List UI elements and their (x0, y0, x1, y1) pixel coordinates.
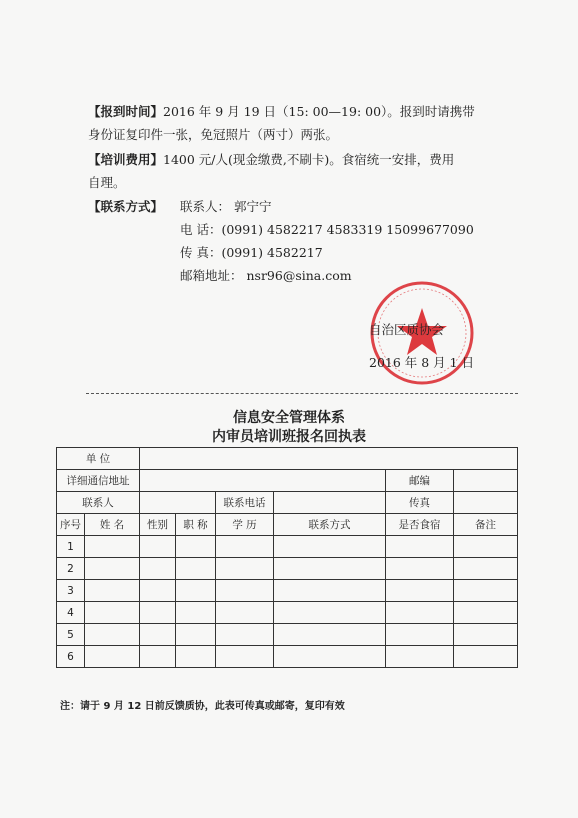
name-cell[interactable] (85, 624, 140, 646)
unit-label: 单 位 (57, 448, 140, 470)
col-header: 学 历 (216, 514, 274, 536)
row-number: 6 (57, 646, 85, 668)
col-header: 职 称 (176, 514, 216, 536)
fax-label: 传真 (386, 492, 454, 514)
form-title-2: 内审员培训班报名回执表 (212, 429, 366, 445)
title-cell[interactable] (176, 558, 216, 580)
gender-cell[interactable] (140, 646, 176, 668)
table-row (57, 646, 518, 668)
row-number: 3 (57, 580, 85, 602)
education-cell[interactable] (216, 602, 274, 624)
name-cell[interactable] (85, 602, 140, 624)
fee-label: 【培训费用】 (88, 152, 164, 167)
remark-cell[interactable] (454, 558, 518, 580)
contact-cell[interactable] (274, 580, 386, 602)
email-line: 邮箱地址： nsr96@sina.com (180, 268, 352, 283)
contact-person-label: 联系人 (57, 492, 140, 514)
lodging-cell[interactable] (386, 602, 454, 624)
title-cell[interactable] (176, 624, 216, 646)
row-number: 5 (57, 624, 85, 646)
lodging-cell[interactable] (386, 558, 454, 580)
table-row (57, 558, 518, 580)
contact-person: 联系人： 郭宁宁 (180, 199, 272, 214)
table-row (57, 624, 518, 646)
contact-label: 【联系方式】 (88, 199, 164, 214)
col-header: 性别 (140, 514, 176, 536)
contact-cell[interactable] (274, 536, 386, 558)
form-note: 注：请于 9 月 12 日前反馈质协，此表可传真或邮寄，复印有效 (60, 701, 345, 712)
name-cell[interactable] (85, 536, 140, 558)
contact-phone-field[interactable] (274, 492, 386, 514)
postcode-label: 邮编 (386, 470, 454, 492)
contact-line (88, 199, 163, 215)
remark-cell[interactable] (454, 646, 518, 668)
address-field[interactable] (140, 470, 386, 492)
issue-date: 2016 年 8 月 1 日 (369, 355, 475, 370)
lodging-cell[interactable] (386, 580, 454, 602)
contact-cell[interactable] (274, 558, 386, 580)
issuer-org: 自治区质协会 (369, 322, 445, 337)
report-time-label: 【报到时间】 (88, 104, 164, 119)
title-cell[interactable] (176, 536, 216, 558)
remark-cell[interactable] (454, 536, 518, 558)
lodging-cell[interactable] (386, 646, 454, 668)
col-header: 姓 名 (85, 514, 140, 536)
report-time-line2: 身份证复印件一张，免冠照片（两寸）两张。 (88, 127, 339, 142)
unit-field[interactable] (140, 448, 518, 470)
row-number: 2 (57, 558, 85, 580)
fax-field[interactable] (454, 492, 518, 514)
address-label: 详细通信地址 (57, 470, 140, 492)
row-number: 1 (57, 536, 85, 558)
name-cell[interactable] (85, 558, 140, 580)
report-time-text: 2016 年 9 月 19 日（15: 00—19: 00）。报到时请携带 (163, 104, 475, 119)
name-cell[interactable] (85, 580, 140, 602)
education-cell[interactable] (216, 558, 274, 580)
gender-cell[interactable] (140, 536, 176, 558)
contact-person-field[interactable] (140, 492, 216, 514)
lodging-cell[interactable] (386, 536, 454, 558)
education-cell[interactable] (216, 536, 274, 558)
contact-cell[interactable] (274, 646, 386, 668)
col-header: 是否食宿 (386, 514, 454, 536)
lodging-cell[interactable] (386, 624, 454, 646)
fee-line1 (88, 152, 454, 168)
gender-cell[interactable] (140, 624, 176, 646)
col-header: 备注 (454, 514, 518, 536)
postcode-field[interactable] (454, 470, 518, 492)
remark-cell[interactable] (454, 580, 518, 602)
report-time-line1 (88, 104, 475, 120)
contact-cell[interactable] (274, 602, 386, 624)
row-number: 4 (57, 602, 85, 624)
fax-line: 传 真：(0991) 4582217 (180, 245, 323, 260)
cut-line (86, 393, 518, 394)
registration-form (56, 447, 518, 668)
col-header: 序号 (57, 514, 85, 536)
contact-phone-label: 联系电话 (216, 492, 274, 514)
table-row (57, 602, 518, 624)
name-cell[interactable] (85, 646, 140, 668)
contact-cell[interactable] (274, 624, 386, 646)
education-cell[interactable] (216, 624, 274, 646)
gender-cell[interactable] (140, 602, 176, 624)
table-row (57, 536, 518, 558)
table-row (57, 580, 518, 602)
gender-cell[interactable] (140, 580, 176, 602)
title-cell[interactable] (176, 602, 216, 624)
gender-cell[interactable] (140, 558, 176, 580)
fee-text: 1400 元/人(现金缴费,不刷卡)。食宿统一安排，费用 (163, 152, 455, 167)
table-header-row (57, 514, 518, 536)
remark-cell[interactable] (454, 602, 518, 624)
education-cell[interactable] (216, 580, 274, 602)
education-cell[interactable] (216, 646, 274, 668)
col-header: 联系方式 (274, 514, 386, 536)
title-cell[interactable] (176, 580, 216, 602)
form-title-1: 信息安全管理体系 (233, 410, 345, 426)
phone-line: 电 话：(0991) 4582217 4583319 15099677090 (180, 222, 474, 237)
fee-line2: 自理。 (88, 175, 126, 190)
title-cell[interactable] (176, 646, 216, 668)
remark-cell[interactable] (454, 624, 518, 646)
